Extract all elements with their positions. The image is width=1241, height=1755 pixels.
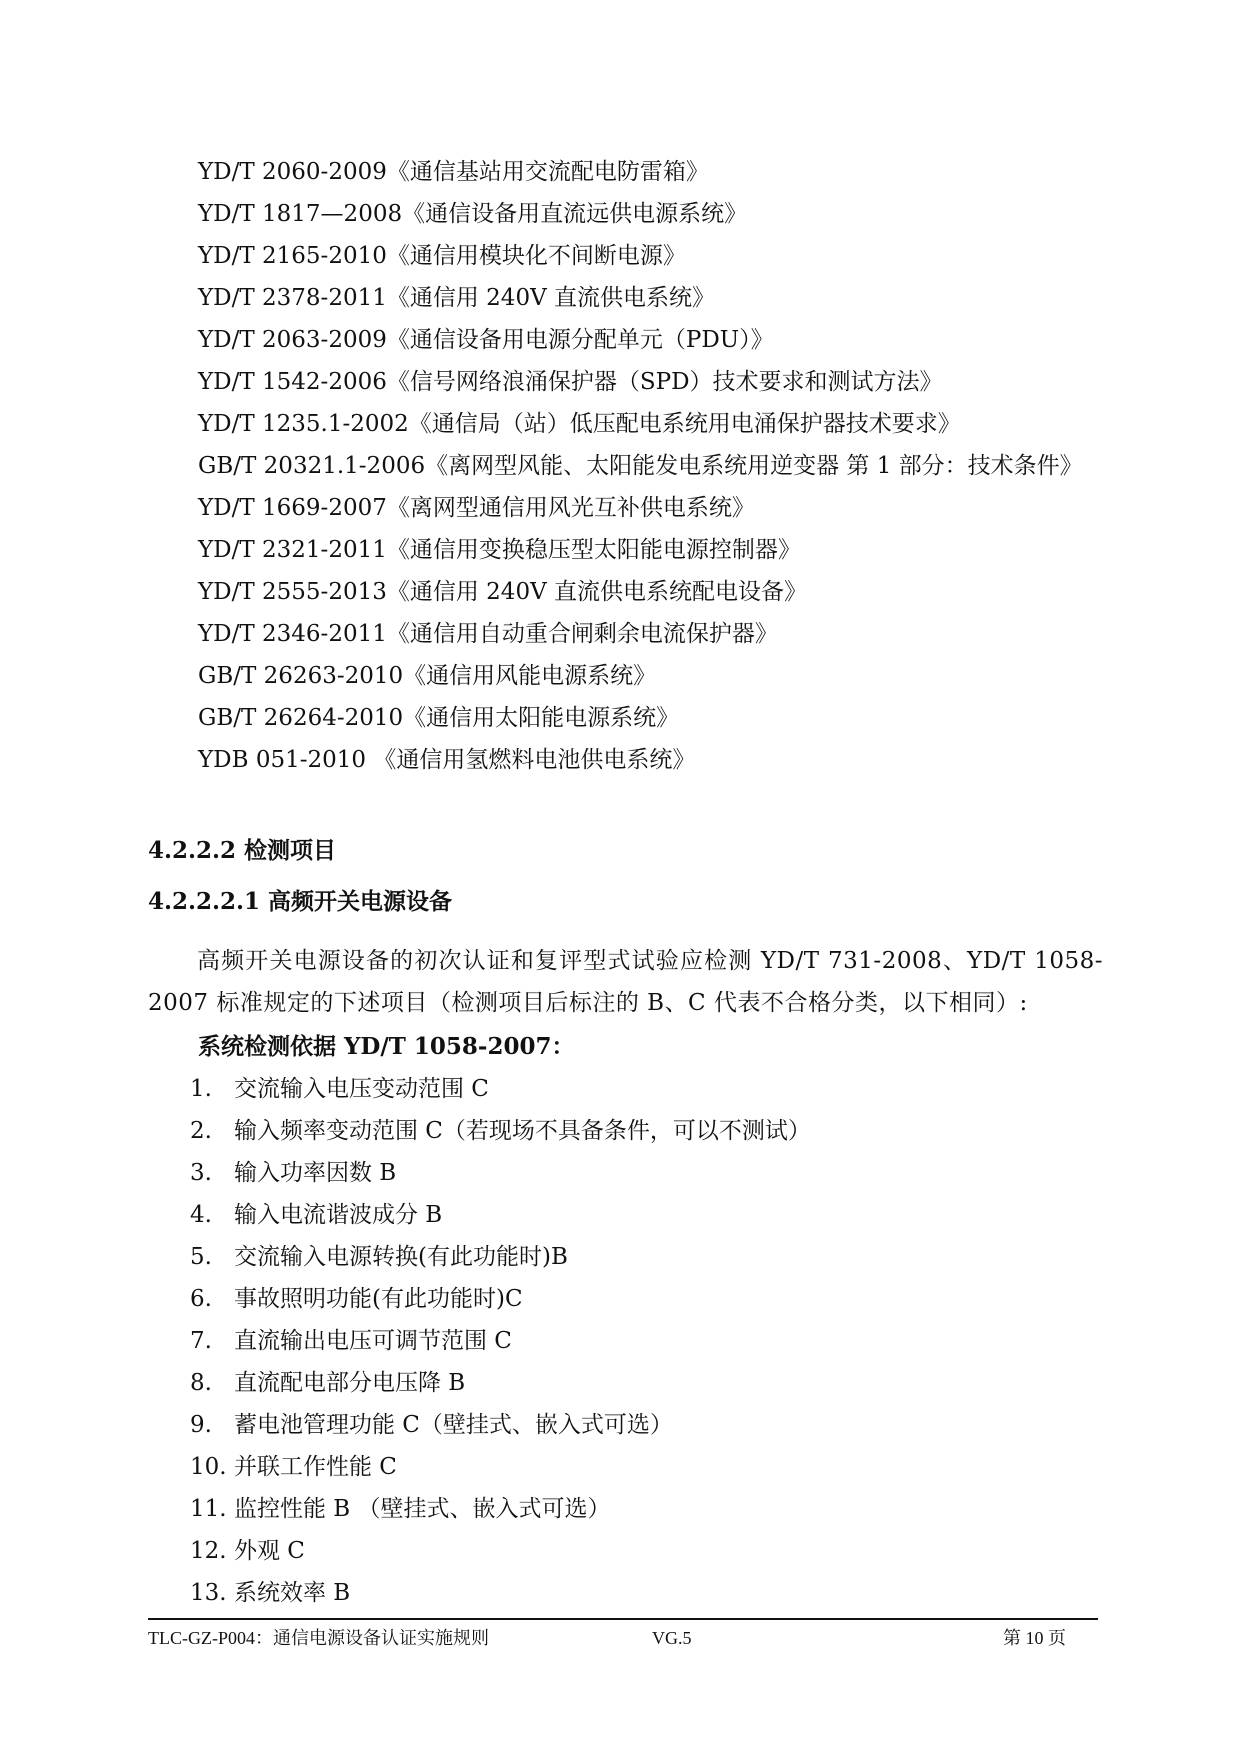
item-number: 10. <box>190 1454 227 1480</box>
footer-version: VG.5 <box>652 1628 692 1648</box>
item-text: 并联工作性能 C <box>234 1454 397 1480</box>
standard-item: YD/T 1542-2006《信号网络浪涌保护器（SPD）技术要求和测试方法》 <box>198 369 943 395</box>
standard-item: YD/T 2321-2011《通信用变换稳压型太阳能电源控制器》 <box>198 537 801 563</box>
item-number: 5. <box>190 1244 212 1270</box>
test-items-list <box>190 1068 811 1614</box>
test-item <box>190 1572 811 1614</box>
footer-divider <box>148 1618 1098 1620</box>
test-item <box>190 1068 811 1110</box>
test-item <box>190 1194 811 1236</box>
item-text: 系统效率 B <box>234 1580 351 1606</box>
item-number: 3. <box>190 1160 212 1186</box>
standard-item: GB/T 26263-2010《通信用风能电源系统》 <box>198 663 657 689</box>
subsection-heading: 4.2.2.2.1 高频开关电源设备 <box>148 888 453 915</box>
item-text: 交流输入电源转换(有此功能时)B <box>234 1244 568 1270</box>
item-text: 监控性能 B （壁挂式、嵌入式可选） <box>234 1496 611 1522</box>
standard-item: YD/T 2346-2011《通信用自动重合闸剩余电流保护器》 <box>198 621 778 647</box>
test-item <box>190 1152 811 1194</box>
item-number: 1. <box>190 1076 212 1102</box>
item-text: 直流输出电压可调节范围 C <box>234 1328 512 1354</box>
standard-item: YD/T 2165-2010《通信用模块化不间断电源》 <box>198 243 686 269</box>
test-item <box>190 1404 811 1446</box>
standard-item: GB/T 26264-2010《通信用太阳能电源系统》 <box>198 705 680 731</box>
test-item <box>190 1278 811 1320</box>
test-item <box>190 1110 811 1152</box>
standard-item: YD/T 2060-2009《通信基站用交流配电防雷箱》 <box>198 159 709 185</box>
item-number: 6. <box>190 1286 212 1312</box>
test-item <box>190 1362 811 1404</box>
test-item <box>190 1236 811 1278</box>
item-number: 4. <box>190 1202 212 1228</box>
item-number: 13. <box>190 1580 227 1606</box>
item-number: 12. <box>190 1538 227 1564</box>
footer-page-number: 第 10 页 <box>1003 1628 1066 1648</box>
item-number: 11. <box>190 1496 227 1522</box>
item-number: 7. <box>190 1328 212 1354</box>
footer-document-id: TLC-GZ-P004：通信电源设备认证实施规则 <box>148 1628 489 1648</box>
section-paragraph: 高频开关电源设备的初次认证和复评型式试验应检测 YD/T 731-2008、YD/T 1058-2007 标准规定的下述项目（检测项目后标注的 B、C 代表不合格分类，以下相同）: <box>148 948 1103 1016</box>
standard-item: YD/T 2063-2009《通信设备用电源分配单元（PDU）》 <box>198 327 774 353</box>
test-item <box>190 1488 811 1530</box>
item-number: 2. <box>190 1118 212 1144</box>
item-text: 直流配电部分电压降 B <box>234 1370 466 1396</box>
standard-item: GB/T 20321.1-2006《离网型风能、太阳能发电系统用逆变器 第 1 部分：技术条件》 <box>198 453 1083 479</box>
item-text: 外观 C <box>234 1538 305 1564</box>
item-text: 事故照明功能(有此功能时)C <box>234 1286 523 1312</box>
standard-item: YD/T 1669-2007《离网型通信用风光互补供电系统》 <box>198 495 755 521</box>
item-text: 蓄电池管理功能 C（壁挂式、嵌入式可选） <box>234 1412 673 1438</box>
section-heading: 4.2.2.2 检测项目 <box>148 837 337 864</box>
item-number: 9. <box>190 1412 212 1438</box>
test-item <box>190 1446 811 1488</box>
standard-item: YD/T 1235.1-2002《通信局（站）低压配电系统用电涌保护器技术要求》 <box>198 411 961 437</box>
item-text: 输入电流谐波成分 B <box>234 1202 443 1228</box>
item-text: 交流输入电压变动范围 C <box>234 1076 489 1102</box>
standard-item: YD/T 2378-2011《通信用 240V 直流供电系统》 <box>198 285 715 311</box>
item-text: 输入功率因数 B <box>234 1160 397 1186</box>
item-number: 8. <box>190 1370 212 1396</box>
standards-list <box>198 151 1178 781</box>
standard-item: YDB 051-2010 《通信用氢燃料电池供电系统》 <box>198 747 696 773</box>
standard-item: YD/T 2555-2013《通信用 240V 直流供电系统配电设备》 <box>198 579 807 605</box>
test-item <box>190 1530 811 1572</box>
item-text: 输入频率变动范围 C（若现场不具备条件，可以不测试） <box>234 1118 811 1144</box>
standard-item: YD/T 1817—2008《通信设备用直流远供电源系统》 <box>198 201 748 227</box>
test-item <box>190 1320 811 1362</box>
test-basis-heading: 系统检测依据 YD/T 1058-2007： <box>198 1033 575 1060</box>
